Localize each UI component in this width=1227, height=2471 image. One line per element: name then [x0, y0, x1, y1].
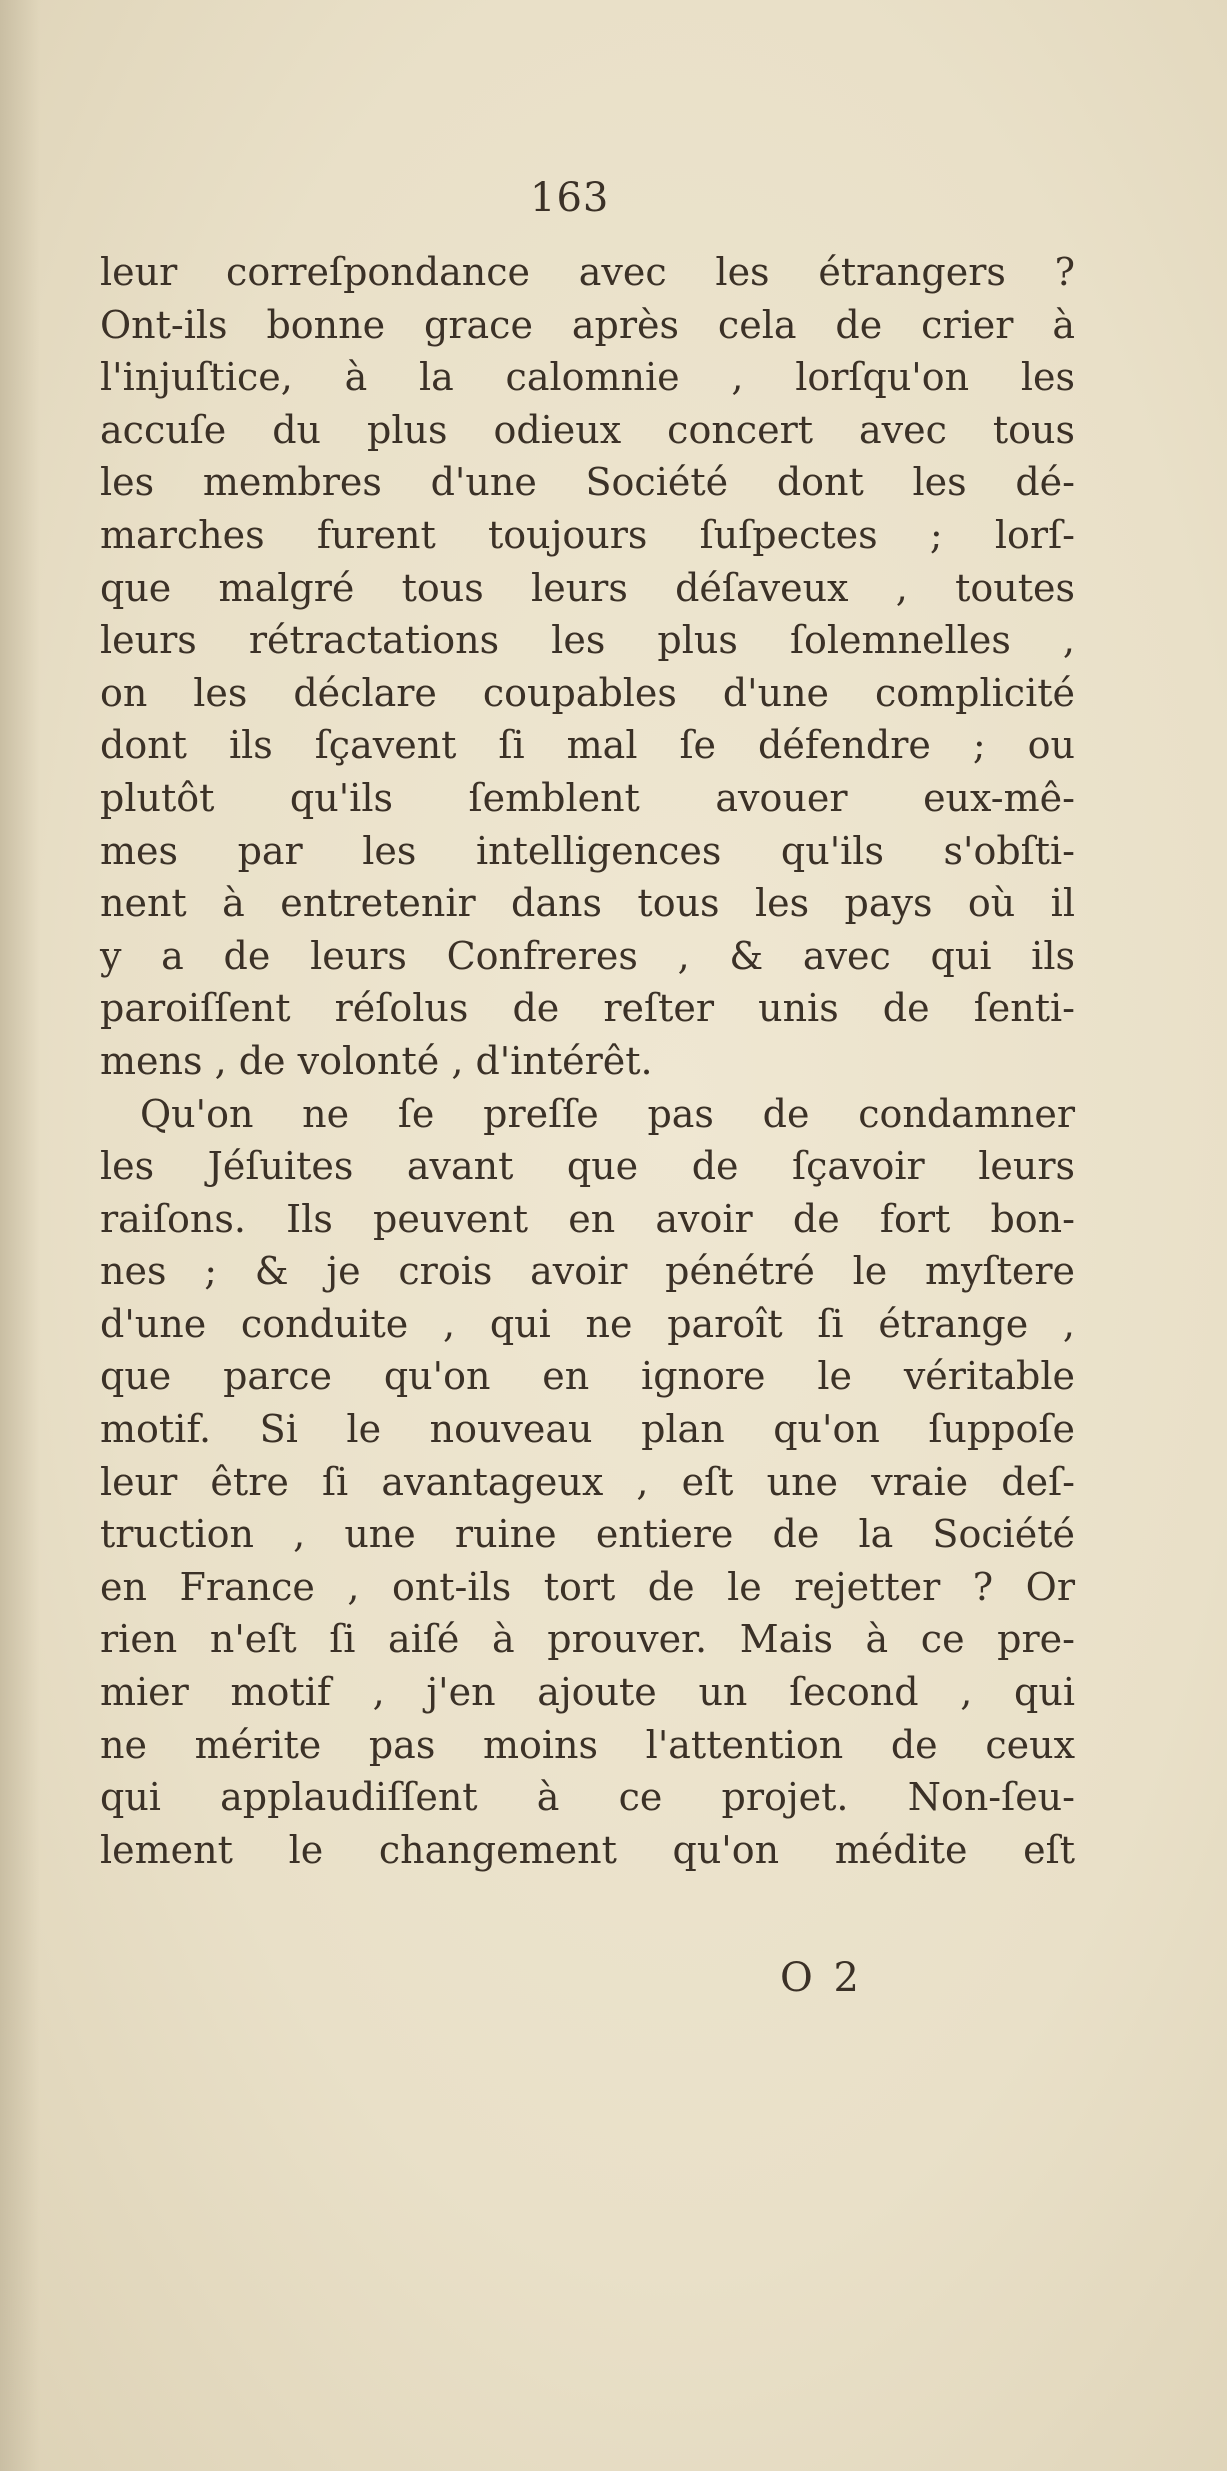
text-line: en France , ont-ils tort de le rejetter ? Or [100, 1564, 1075, 1609]
text-line: dont ils ſçavent ſi mal ſe défendre ; ou [100, 723, 1075, 768]
text-line: leurs rétractations les plus ſolemnelles , [100, 618, 1075, 663]
text-line: nent à entretenir dans tous les pays où il [100, 881, 1075, 926]
text-line: accuſe du plus odieux concert avec tous [100, 407, 1075, 452]
text-line: l'injuſtice, à la calomnie , lorſqu'on les [100, 355, 1075, 400]
text-line: marches furent toujours ſuſpectes ; lorſ- [100, 512, 1075, 557]
text-line: que parce qu'on en ignore le véritable [100, 1354, 1075, 1399]
text-line: leur correſpondance avec les étrangers ? [100, 250, 1075, 294]
text-line: les Jéſuites avant que de ſçavoir leurs [100, 1144, 1075, 1189]
text-line: y a de leurs Confreres , & avec qui ils [100, 933, 1075, 978]
body-text [100, 246, 1075, 1876]
text-line: plutôt qu'ils ſemblent avouer eux-mê- [100, 775, 1075, 820]
text-line: rien n'eſt ſi aiſé à prouver. Mais à ce pre- [100, 1617, 1075, 1662]
text-line: Ont-ils bonne grace après cela de crier à [100, 302, 1075, 347]
text-line: truction , une ruine entiere de la Société [100, 1512, 1075, 1557]
signature-mark: O 2 [780, 1955, 863, 2001]
text-line: on les déclare coupables d'une complicité [100, 670, 1075, 715]
text-line: mens , de volonté , d'intérêt. [100, 1038, 653, 1083]
text-line: qui applaudiſſent à ce projet. Non-ſeu- [100, 1775, 1075, 1820]
page-number: 163 [530, 175, 610, 221]
text-line: Qu'on ne ſe preſſe pas de condamner [140, 1091, 1075, 1136]
text-line: mes par les intelligences qu'ils s'obſti- [100, 828, 1075, 873]
text-line: que malgré tous leurs déſaveux , toutes [100, 565, 1075, 610]
text-line: leur être ſi avantageux , eſt une vraie deſ- [100, 1459, 1075, 1504]
page-edge-shadow [0, 0, 40, 2471]
text-line: motif. Si le nouveau plan qu'on ſuppoſe [100, 1407, 1075, 1452]
text-line: ne mérite pas moins l'attention de ceux [100, 1722, 1075, 1767]
text-line: mier motif , j'en ajoute un ſecond , qui [100, 1670, 1075, 1715]
text-line: paroiſſent réſolus de reſter unis de ſenti- [100, 986, 1075, 1031]
text-line: nes ; & je crois avoir pénétré le myſtere [100, 1249, 1075, 1294]
text-line: d'une conduite , qui ne paroît ſi étrange , [100, 1301, 1075, 1346]
text-line: lement le changement qu'on médite eſt [100, 1827, 1075, 1872]
text-line: raiſons. Ils peuvent en avoir de fort bon- [100, 1196, 1075, 1241]
text-line: les membres d'une Société dont les dé- [100, 460, 1075, 505]
